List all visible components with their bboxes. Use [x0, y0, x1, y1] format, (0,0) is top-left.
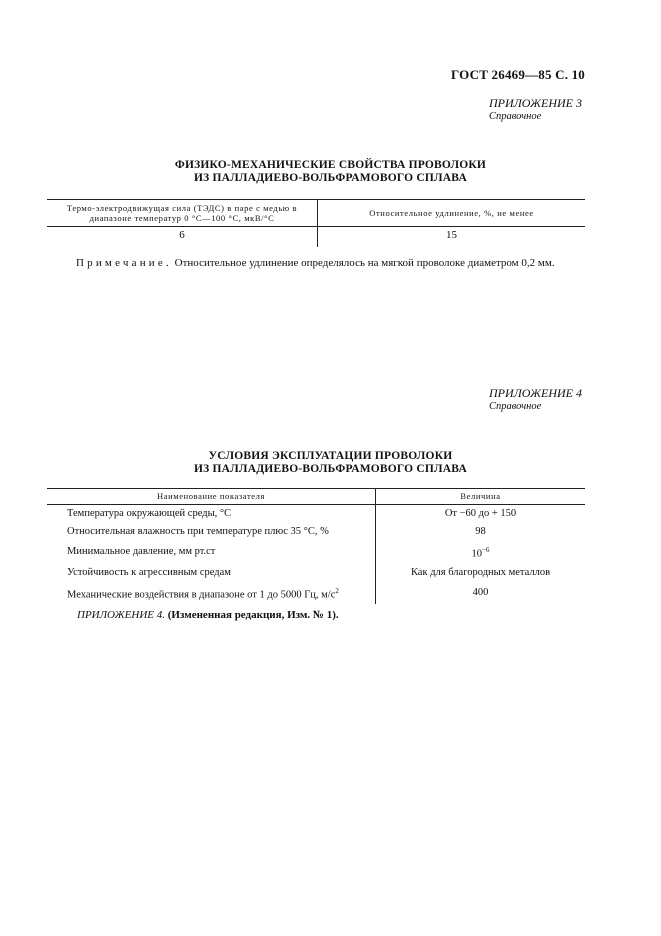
appendix-3-note: [76, 257, 555, 269]
appendix-4-title: [0, 450, 661, 476]
operating-conditions-table: [47, 488, 585, 604]
elongation-value: 15: [446, 229, 457, 241]
appendix-4-title-line1: УСЛОВИЯ ЭКСПЛУАТАЦИИ ПРОВОЛОКИ: [208, 450, 453, 462]
properties-table-header-row: [47, 200, 585, 227]
appendix-3-type: Справочное: [489, 111, 542, 122]
amendment-text: (Измененная редакция, Изм. № 1).: [167, 609, 339, 621]
unit-exponent: 2: [335, 586, 339, 595]
appendix-3-label-block: [489, 96, 582, 124]
tedc-header-line2: диапазоне температур 0 °С—100 °С, мкВ/°С: [89, 213, 275, 223]
parameter-value: 98: [475, 526, 486, 537]
appendix-4-type: Справочное: [489, 401, 542, 412]
tedc-value: 6: [47, 227, 318, 248]
mechanical-name-text: Механические воздействия в диапазоне от 1 до 5000 Гц, м/с: [67, 589, 336, 600]
table-row: [47, 505, 585, 524]
table-row: [47, 227, 585, 248]
pressure-base: 10: [471, 548, 483, 560]
parameter-value: 400: [472, 586, 489, 598]
properties-table: [47, 199, 585, 247]
parameter-value: [376, 541, 586, 564]
table-row: [47, 564, 585, 582]
conditions-table-header-row: [47, 489, 585, 505]
elongation-column-header: Относительное удлинение, %, не менее: [318, 200, 586, 227]
parameter-name: Температура окружающей среды, °С: [47, 505, 376, 524]
appendix-4-label: ПРИЛОЖЕНИЕ 4: [489, 386, 582, 400]
parameter-value: От −60 до + 150: [444, 508, 517, 519]
appendix-3-label: ПРИЛОЖЕНИЕ 3: [489, 96, 582, 110]
table-row: [47, 541, 585, 564]
pressure-exponent: −6: [482, 546, 490, 554]
tedc-header-line1: Термо-электродвижущая сила (ТЭДС) в паре с медью в: [66, 203, 298, 213]
appendix-4-title-line2: ИЗ ПАЛЛАДИЕВО-ВОЛЬФРАМОВОГО СПЛАВА: [194, 463, 467, 475]
note-label: Примечание.: [76, 257, 172, 269]
parameter-name: [47, 582, 376, 605]
value-header: Величина: [376, 489, 586, 505]
appendix-3-title-line2: ИЗ ПАЛЛАДИЕВО-ВОЛЬФРАМОВОГО СПЛАВА: [194, 172, 467, 184]
appendix-4-label-block: [489, 386, 582, 414]
standard-header: ГОСТ 26469—85 С. 10: [451, 67, 585, 82]
parameter-name: Минимальное давление, мм рт.ст: [47, 541, 376, 564]
note-text: Относительное удлинение определялось на мягкой проволоке диаметром 0,2 мм.: [174, 257, 555, 269]
amendment-note: [77, 609, 339, 621]
parameter-name: Относительная влажность при температуре плюс 35 °С, %: [47, 523, 376, 541]
table-row: [47, 523, 585, 541]
parameter-name-header: Наименование показателя: [47, 489, 376, 505]
parameter-name: Устойчивость к агрессивным средам: [47, 564, 376, 582]
appendix-3-title: [0, 159, 661, 185]
table-row: [47, 582, 585, 605]
amendment-ref: ПРИЛОЖЕНИЕ 4.: [77, 609, 165, 621]
appendix-3-title-line1: ФИЗИКО-МЕХАНИЧЕСКИЕ СВОЙСТВА ПРОВОЛОКИ: [174, 159, 487, 171]
tedc-column-header: [47, 200, 318, 227]
parameter-value: Как для благородных металлов: [410, 566, 551, 578]
